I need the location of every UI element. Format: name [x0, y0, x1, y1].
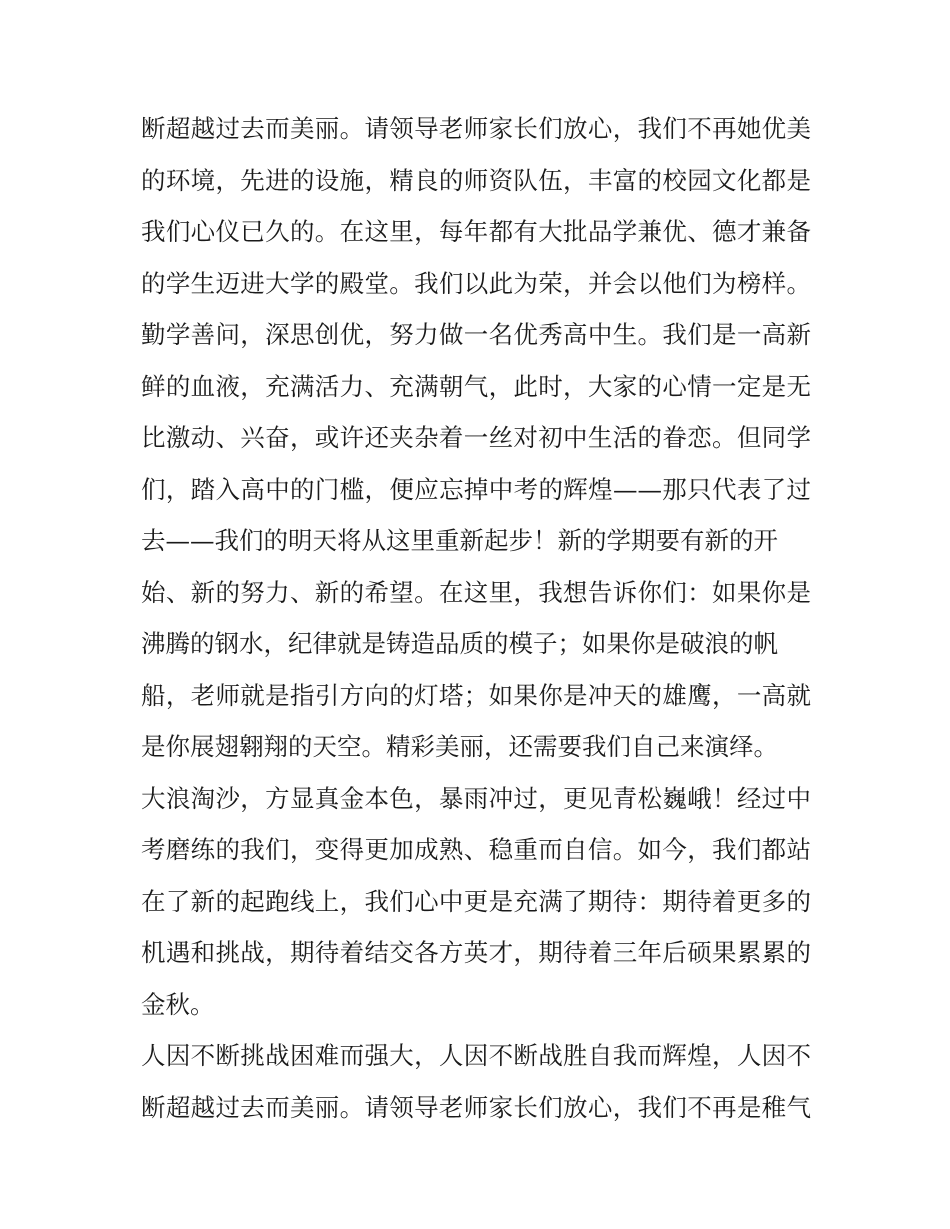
text-line: 是你展翅翱翔的天空。精彩美丽，还需要我们自己来演绎。 — [141, 732, 778, 761]
text-line: 断超越过去而美丽。请领导老师家长们放心，我们不再是稚气 — [141, 1092, 811, 1122]
text-line: 们，踏入高中的门槛，便应忘掉中考的辉煌——那只代表了过 — [141, 474, 811, 504]
text-line: 沸腾的钢水，纪律就是铸造品质的模子；如果你是破浪的帆 — [141, 629, 778, 658]
text-line: 比激动、兴奋，或许还夹杂着一丝对初中生活的眷恋。但同学 — [141, 423, 811, 452]
text-line: 金秋。 — [141, 989, 215, 1019]
text-line: 机遇和挑战，期待着结交各方英才，期待着三年后硕果累累的 — [141, 938, 811, 967]
text-line: 鲜的血液，充满活力、充满朝气，此时，大家的心情一定是无 — [141, 371, 811, 401]
text-line: 断超越过去而美丽。请领导老师家长们放心，我们不再她优美 — [141, 114, 811, 143]
text-line: 船，老师就是指引方向的灯塔；如果你是冲天的雄鹰，一高就 — [141, 680, 811, 710]
text-line: 勤学善问，深思创优，努力做一名优秀高中生。我们是一高新 — [141, 320, 811, 349]
text-line: 的环境，先进的设施，精良的师资队伍，丰富的校园文化都是 — [141, 165, 811, 195]
text-line: 去——我们的明天将从这里重新起步！新的学期要有新的开 — [141, 526, 778, 555]
text-line: 的学生迈进大学的殿堂。我们以此为荣，并会以他们为榜样。 — [141, 268, 811, 298]
text-line: 我们心仪已久的。在这里，每年都有大批品学兼优、德才兼备 — [141, 217, 811, 246]
text-line: 大浪淘沙，方显真金本色，暴雨冲过，更见青松巍峨！经过中 — [141, 783, 811, 813]
text-line: 人因不断挑战困难而强大，人因不断战胜自我而辉煌，人因不 — [141, 1041, 811, 1070]
text-line: 在了新的起跑线上，我们心中更是充满了期待：期待着更多的 — [141, 886, 811, 916]
text-line: 始、新的努力、新的希望。在这里，我想告诉你们：如果你是 — [141, 577, 811, 607]
text-line: 考磨练的我们，变得更加成熟、稳重而自信。如今，我们都站 — [141, 835, 811, 864]
body-text — [141, 103, 811, 1133]
